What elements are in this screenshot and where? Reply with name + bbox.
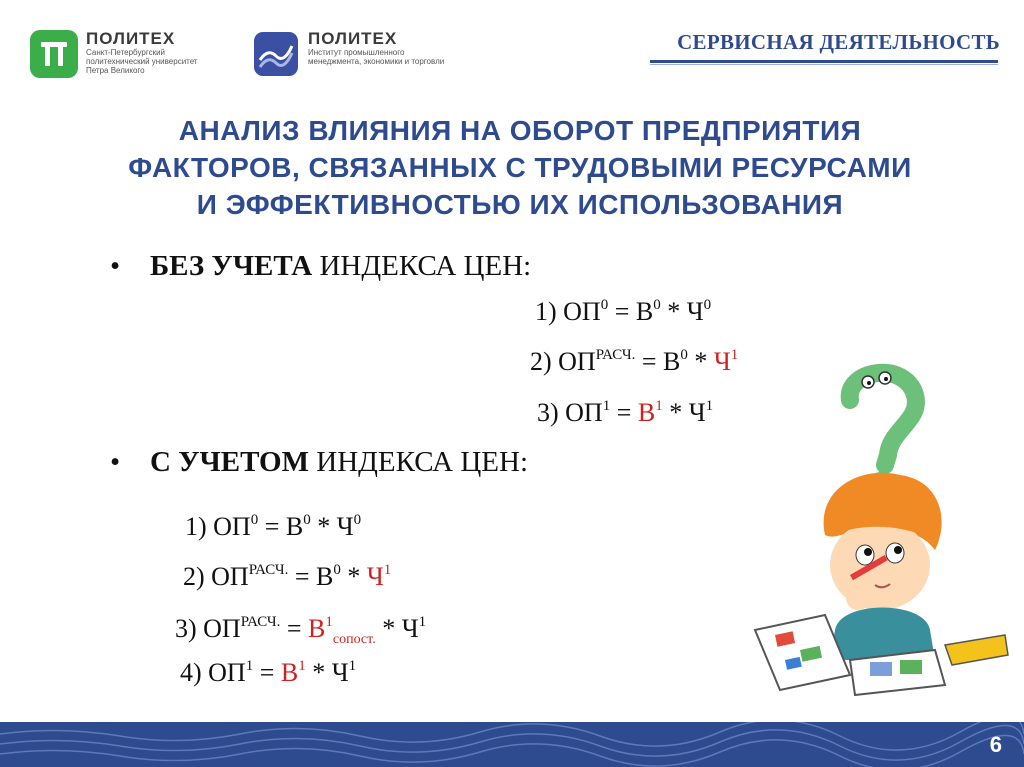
section-title: СЕРВИСНАЯ ДЕЯТЕЛЬНОСТЬ [677,30,1000,54]
slide-title-line1: АНАЛИЗ ВЛИЯНИЯ НА ОБОРОТ ПРЕДПРИЯТИЯ [178,115,862,146]
logo1-title: ПОЛИТЕХ [86,29,176,48]
bullet-text: ИНДЕКСА ЦЕН: [309,446,529,478]
bullet-without-price-index [110,250,531,283]
formula-1-1: 1) $ОП^0 = В^0 * Ч^0$ [535,297,712,326]
formula-1-3: 3) $ОП^1 = В^1 * Ч^1$ [537,398,714,427]
logo2-line2: менеджмента, экономики и торговли [308,57,445,66]
pi-logo-icon [30,30,78,78]
logo1-line2: политехнический университет [86,57,198,66]
slide-header [0,0,1024,100]
slide-title-line3: И ЭФФЕКТИВНОСТЬЮ ИХ ИСПОЛЬЗОВАНИЯ [196,189,844,220]
logo1-line3: Петра Великого [86,66,145,75]
title-underline-thin [650,64,998,65]
slide-footer [0,722,1024,767]
bullet-bold-text: С УЧЕТОМ [150,446,309,478]
polytech-university-logo [30,30,198,78]
logo1-line1: Санкт-Петербургский [86,48,166,57]
formula-2-1: 1) $ОП^0 = В^0 * Ч^0$ [185,512,362,541]
footer-wave-pattern [0,722,1024,767]
formula-1-2: 2) $ОП^{РАСЧ.} = В^0 * Ч^1$ [530,347,739,376]
formula-2-4: 4) $ОП^1 = В^1 * Ч^1$ [180,658,357,687]
bullet-dot: • [110,250,121,282]
logo2-title: ПОЛИТЕХ [308,29,398,48]
slide-title-line2: ФАКТОРОВ, СВЯЗАННЫХ С ТРУДОВЫМИ РЕСУРСАМИ [128,152,912,183]
formula-2-3: 3) $ОП^{РАСЧ.} = В^1_{сопост.} * Ч^1$ [175,614,427,647]
bullet-text: ИНДЕКСА ЦЕН: [312,250,532,282]
logo2-line1: Институт промышленного [308,48,405,57]
institute-logo-icon [252,30,300,78]
thinking-child-illustration [740,360,1010,700]
bullet-dot: • [110,446,121,478]
polytech-institute-logo [252,30,444,78]
title-underline [650,60,998,63]
page-number: 6 [989,732,1002,757]
bullet-with-price-index [110,446,528,479]
formula-2-2: 2) $ОП^{РАСЧ.} = В^0 * Ч^1$ [183,562,392,591]
bullet-bold-text: БЕЗ УЧЕТА [150,250,313,282]
slide-title [40,112,1000,223]
